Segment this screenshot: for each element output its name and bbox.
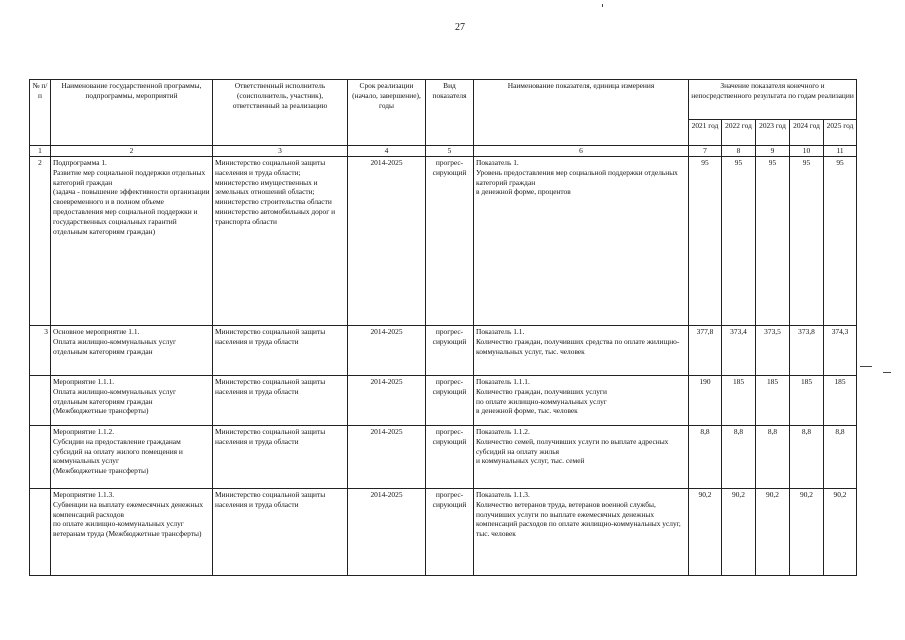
- row-type: прогрес-сирующий: [426, 376, 474, 426]
- row-type: прогрес-сирующий: [426, 157, 474, 326]
- row-value: 185: [756, 376, 790, 426]
- column-number: 10: [790, 146, 824, 157]
- row-num: [30, 426, 51, 489]
- row-responsible: Министерство социальной защиты населения и труда области: [213, 376, 348, 426]
- header-year: 2023 год: [756, 120, 790, 146]
- column-number: 4: [348, 146, 426, 157]
- row-value: 95: [790, 157, 824, 326]
- header-year: 2022 год: [722, 120, 756, 146]
- row-value: 95: [722, 157, 756, 326]
- row-value: 95: [689, 157, 722, 326]
- header-indicator: Наименование показателя, единица измерения: [474, 80, 689, 146]
- indicators-table: [29, 79, 857, 576]
- header-name: Наименование государственной программы, подпрограммы, мероприятий: [51, 80, 213, 146]
- row-name: Основное мероприятие 1.1. Оплата жилищно-коммунальных услуг отдельным категориям граждан: [51, 326, 213, 376]
- row-responsible: Министерство социальной защиты населения и труда области: [213, 326, 348, 376]
- row-value: 90,2: [824, 489, 857, 576]
- scan-speck: [602, 4, 603, 7]
- row-num: [30, 376, 51, 426]
- row-term: 2014-2025: [348, 326, 426, 376]
- table-row: [30, 157, 857, 326]
- header-term: Срок реализации (начало, завершение), годы: [348, 80, 426, 146]
- column-numbers-row: [30, 146, 857, 157]
- table-row: [30, 489, 857, 576]
- row-num: 2: [30, 157, 51, 326]
- row-name: Подпрограмма 1. Развитие мер социальной поддержки отдельных категорий граждан (задача - повышение эффективности организации своевременного и в полном объеме предоставления мер социальной поддержки и государственных социальных гарантий отдельным категориям граждан): [51, 157, 213, 326]
- row-value: 374,3: [824, 326, 857, 376]
- header-type: Вид показателя: [426, 80, 474, 146]
- row-value: 90,2: [790, 489, 824, 576]
- column-number: 2: [51, 146, 213, 157]
- column-number: 9: [756, 146, 790, 157]
- row-type: прогрес-сирующий: [426, 326, 474, 376]
- row-term: 2014-2025: [348, 489, 426, 576]
- row-indicator: Показатель 1.1.3. Количество ветеранов труда, ветеранов военной службы, получивших услуги по выплате ежемесячных денежных компенсаций расходов по оплате жилищно-коммунальных услуг, тыс. человек: [474, 489, 689, 576]
- row-value: 373,5: [756, 326, 790, 376]
- row-responsible: Министерство социальной защиты населения и труда области: [213, 489, 348, 576]
- row-responsible: Министерство социальной защиты населения и труда области; министерство имущественных и земельных отношений области; министерство строительства области министерство автомобильных дорог и транспорта области: [213, 157, 348, 326]
- column-number: 1: [30, 146, 51, 157]
- header-num: № п/п: [30, 80, 51, 146]
- table-row: [30, 426, 857, 489]
- row-value: 185: [722, 376, 756, 426]
- row-value: 373,4: [722, 326, 756, 376]
- header-values: Значение показателя конечного и непосредственного результата по годам реализации: [689, 80, 857, 120]
- scan-speck: [883, 372, 891, 373]
- row-indicator: Показатель 1.1.1. Количество граждан, получивших услуги по оплате жилищно-коммунальных услуг в денежной форме, тыс. человек: [474, 376, 689, 426]
- table-row: [30, 326, 857, 376]
- row-indicator: Показатель 1. Уровень предоставления мер социальной поддержки отдельных категорий граждан в денежной форме, процентов: [474, 157, 689, 326]
- column-number: 3: [213, 146, 348, 157]
- row-indicator: Показатель 1.1. Количество граждан, получивших средства по оплате жилищно-коммунальных услуг, тыс. человек: [474, 326, 689, 376]
- row-name: Мероприятие 1.1.1. Оплата жилищно-коммунальных услуг отдельным категориям граждан (Межбюджетные трансферты): [51, 376, 213, 426]
- row-name: Мероприятие 1.1.3. Субвенции на выплату ежемесячных денежных компенсаций расходов по оплате жилищно-коммунальных услуг ветеранам труда (Межбюджетные трансферты): [51, 489, 213, 576]
- row-value: 8,8: [756, 426, 790, 489]
- header-year: 2024 год: [790, 120, 824, 146]
- row-term: 2014-2025: [348, 426, 426, 489]
- row-value: 8,8: [824, 426, 857, 489]
- row-value: 377,8: [689, 326, 722, 376]
- row-value: 90,2: [689, 489, 722, 576]
- row-value: 190: [689, 376, 722, 426]
- row-value: 8,8: [722, 426, 756, 489]
- row-value: 185: [790, 376, 824, 426]
- column-number: 6: [474, 146, 689, 157]
- row-type: прогрес-сирующий: [426, 489, 474, 576]
- row-indicator: Показатель 1.1.2. Количество семей, получивших услуги по выплате адресных субсидий на оплату жилья и коммунальных услуг, тыс. семей: [474, 426, 689, 489]
- row-type: прогрес-сирующий: [426, 426, 474, 489]
- row-value: 8,8: [689, 426, 722, 489]
- column-number: 8: [722, 146, 756, 157]
- row-value: 8,8: [790, 426, 824, 489]
- row-responsible: Министерство социальной защиты населения и труда области: [213, 426, 348, 489]
- column-number: 5: [426, 146, 474, 157]
- row-term: 2014-2025: [348, 157, 426, 326]
- row-value: 95: [756, 157, 790, 326]
- header-year: 2025 год: [824, 120, 857, 146]
- page-number: 27: [455, 22, 465, 33]
- column-number: 11: [824, 146, 857, 157]
- row-num: 3: [30, 326, 51, 376]
- header-responsible: Ответственный исполнитель (соисполнитель, участник), ответственный за реализацию: [213, 80, 348, 146]
- header-year: 2021 год: [689, 120, 722, 146]
- row-value: 95: [824, 157, 857, 326]
- scan-speck: [860, 366, 872, 367]
- table-header-row: [30, 80, 857, 120]
- row-value: 373,8: [790, 326, 824, 376]
- row-term: 2014-2025: [348, 376, 426, 426]
- row-num: [30, 489, 51, 576]
- row-value: 185: [824, 376, 857, 426]
- row-name: Мероприятие 1.1.2. Субсидии на предоставление гражданам субсидий на оплату жилого помещения и коммунальных услуг (Межбюджетные трансферты): [51, 426, 213, 489]
- row-value: 90,2: [722, 489, 756, 576]
- row-value: 90,2: [756, 489, 790, 576]
- column-number: 7: [689, 146, 722, 157]
- table-row: [30, 376, 857, 426]
